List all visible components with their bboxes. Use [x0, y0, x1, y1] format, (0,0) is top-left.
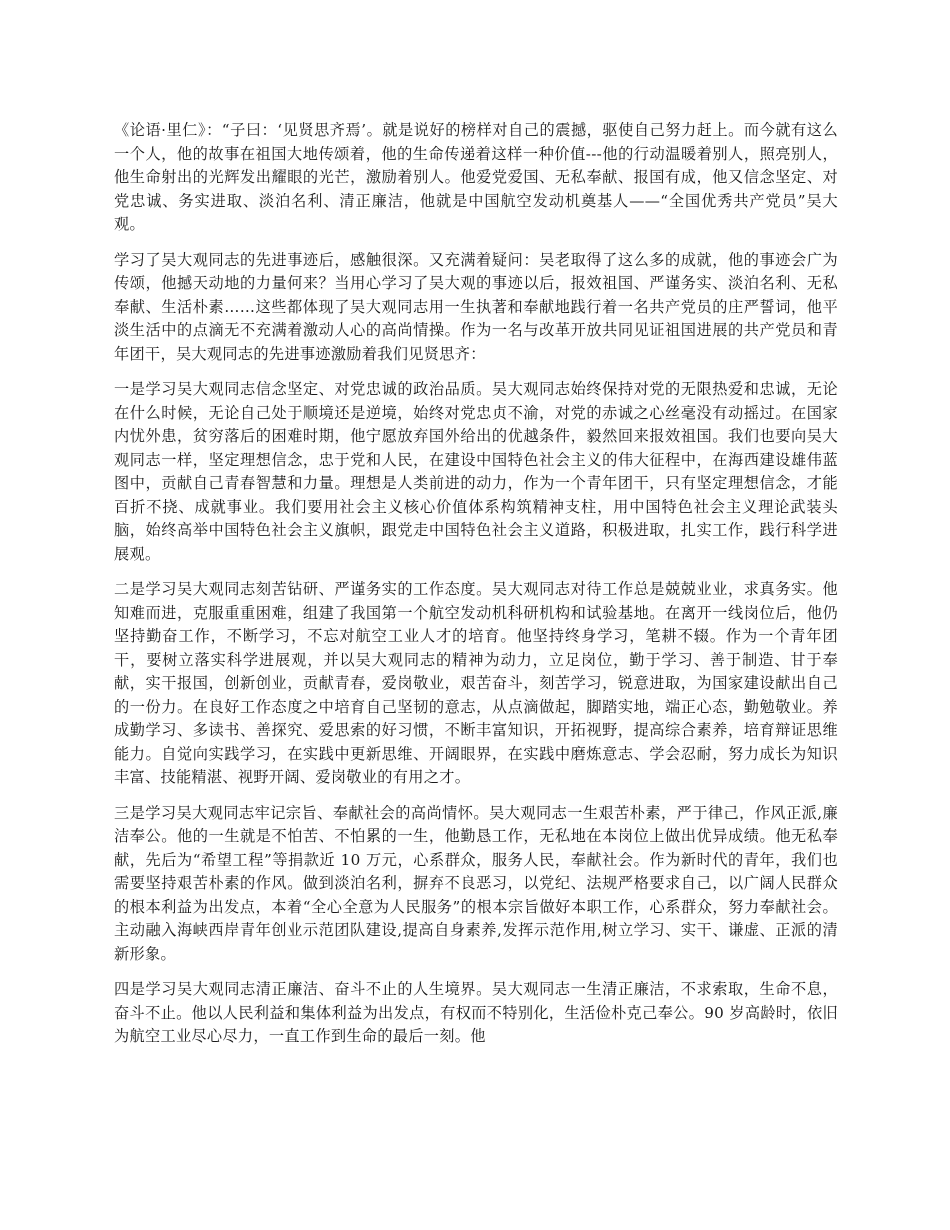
paragraph-point-one: 一是学习吴大观同志信念坚定、对党忠诚的政治品质。吴大观同志始终保持对党的无限热爱和忠诚，无论在什么时候，无论自己处于顺境还是逆境，始终对党忠贞不渝，对党的赤诚之心丝毫没有动摇过。在国家内忧外患，贫穷落后的困难时期，他宁愿放弃国外给出的优越条件，毅然回来报效祖国。我们也要向吴大观同志一样，坚定理想信念，忠于党和人民，在建设中国特色社会主义的伟大征程中，在海西建设雄伟蓝图中，贡献自己青春智慧和力量。理想是人类前进的动力，作为一个青年团干，只有坚定理想信念，才能百折不挠、成就事业。我们要用社会主义核心价值体系构筑精神支柱，用中国特色社会主义理论武装头脑，始终高举中国特色社会主义旗帜，跟党走中国特色社会主义道路，积极进取，扎实工作，践行科学进展观。 — [114, 380, 838, 563]
paragraph-reflection: 学习了吴大观同志的先进事迹后，感触很深。又充满着疑问：吴老取得了这么多的成就，他的事迹会广为传颂，他撼天动地的力量何来？当用心学习了吴大观的事迹以后，报效祖国、严谨务实、淡泊名利、无私奉献、生活朴素……这些都体现了吴大观同志用一生执著和奉献地践行着一名共产党员的庄严誓词，他平淡生活中的点滴无不充满着激动人心的高尚情操。作为一名与改革开放共同见证祖国进展的共产党员和青年团干，吴大观同志的先进事迹激励着我们见贤思齐： — [114, 250, 838, 363]
paragraph-point-two: 二是学习吴大观同志刻苦钻研、严谨务实的工作态度。吴大观同志对待工作总是兢兢业业，求真务实。他知难而进，克服重重困难，组建了我国第一个航空发动机科研机构和试验基地。在离开一线岗位后，他仍坚持勤奋工作，不断学习，不忘对航空工业人才的培育。他坚持终身学习，笔耕不辍。作为一个青年团干，要树立落实科学进展观，并以吴大观同志的精神为动力，立足岗位，勤于学习、善于制造、甘于奉献，实干报国，创新创业，贡献青春，爱岗敬业，艰苦奋斗，刻苦学习，锐意进取，为国家建设献出自己的一份力。在良好工作态度之中培育自己坚韧的意志，从点滴做起，脚踏实地，端正心态，勤勉敬业。养成勤学习、多读书、善探究、爱思索的好习惯，不断丰富知识，开拓视野，提高综合素养，培育辩证思维能力。自觉向实践学习，在实践中更新思维、开阔眼界，在实践中磨炼意志、学会忍耐，努力成长为知识丰富、技能精湛、视野开阔、爱岗敬业的有用之才。 — [114, 580, 838, 786]
paragraph-point-three: 三是学习吴大观同志牢记宗旨、奉献社会的高尚情怀。吴大观同志一生艰苦朴素，严于律己，作风正派,廉洁奉公。他的一生就是不怕苦、不怕累的一生，他勤恳工作，无私地在本岗位上做出优异成绩。他无私奉献，先后为“希望工程”等捐款近 10 万元，心系群众，服务人民，奉献社会。作为新时代的青年，我们也需要坚持艰苦朴素的作风。做到淡泊名利，摒弃不良恶习，以党纪、法规严格要求自己，以广阔人民群众的根本利益为出发点，本着“全心全意为人民服务”的根本宗旨做好本职工作，心系群众，努力奉献社会。主动融入海峡西岸青年创业示范团队建设,提高自身素养,发挥示范作用,树立学习、实干、谦虚、正派的清新形象。 — [114, 803, 838, 963]
paragraph-point-four: 四是学习吴大观同志清正廉洁、奋斗不止的人生境界。吴大观同志一生清正廉洁，不求索取，生命不息，奋斗不止。他以人民利益和集体利益为出发点，有权而不特别化，生活俭朴克己奉公。90 岁高龄时，依旧为航空工业尽心尽力，一直工作到生命的最后一刻。他 — [114, 980, 838, 1045]
paragraph-intro: 《论语·里仁》：“子曰：‘见贤思齐焉’。就是说好的榜样对自己的震撼，驱使自己努力赶上。而今就有这么一个人，他的故事在祖国大地传颂着，他的生命传递着这样一种价值---他的行动温暖着别人，照亮别人，他生命射出的光辉发出耀眼的光芒，激励着别人。他爱党爱国、无私奉献、报国有成，他又信念坚定、对党忠诚、务实进取、淡泊名利、清正廉洁，他就是中国航空发动机奠基人——“全国优秀共产党员”吴大观。 — [114, 121, 838, 233]
document-body — [114, 119, 838, 1061]
